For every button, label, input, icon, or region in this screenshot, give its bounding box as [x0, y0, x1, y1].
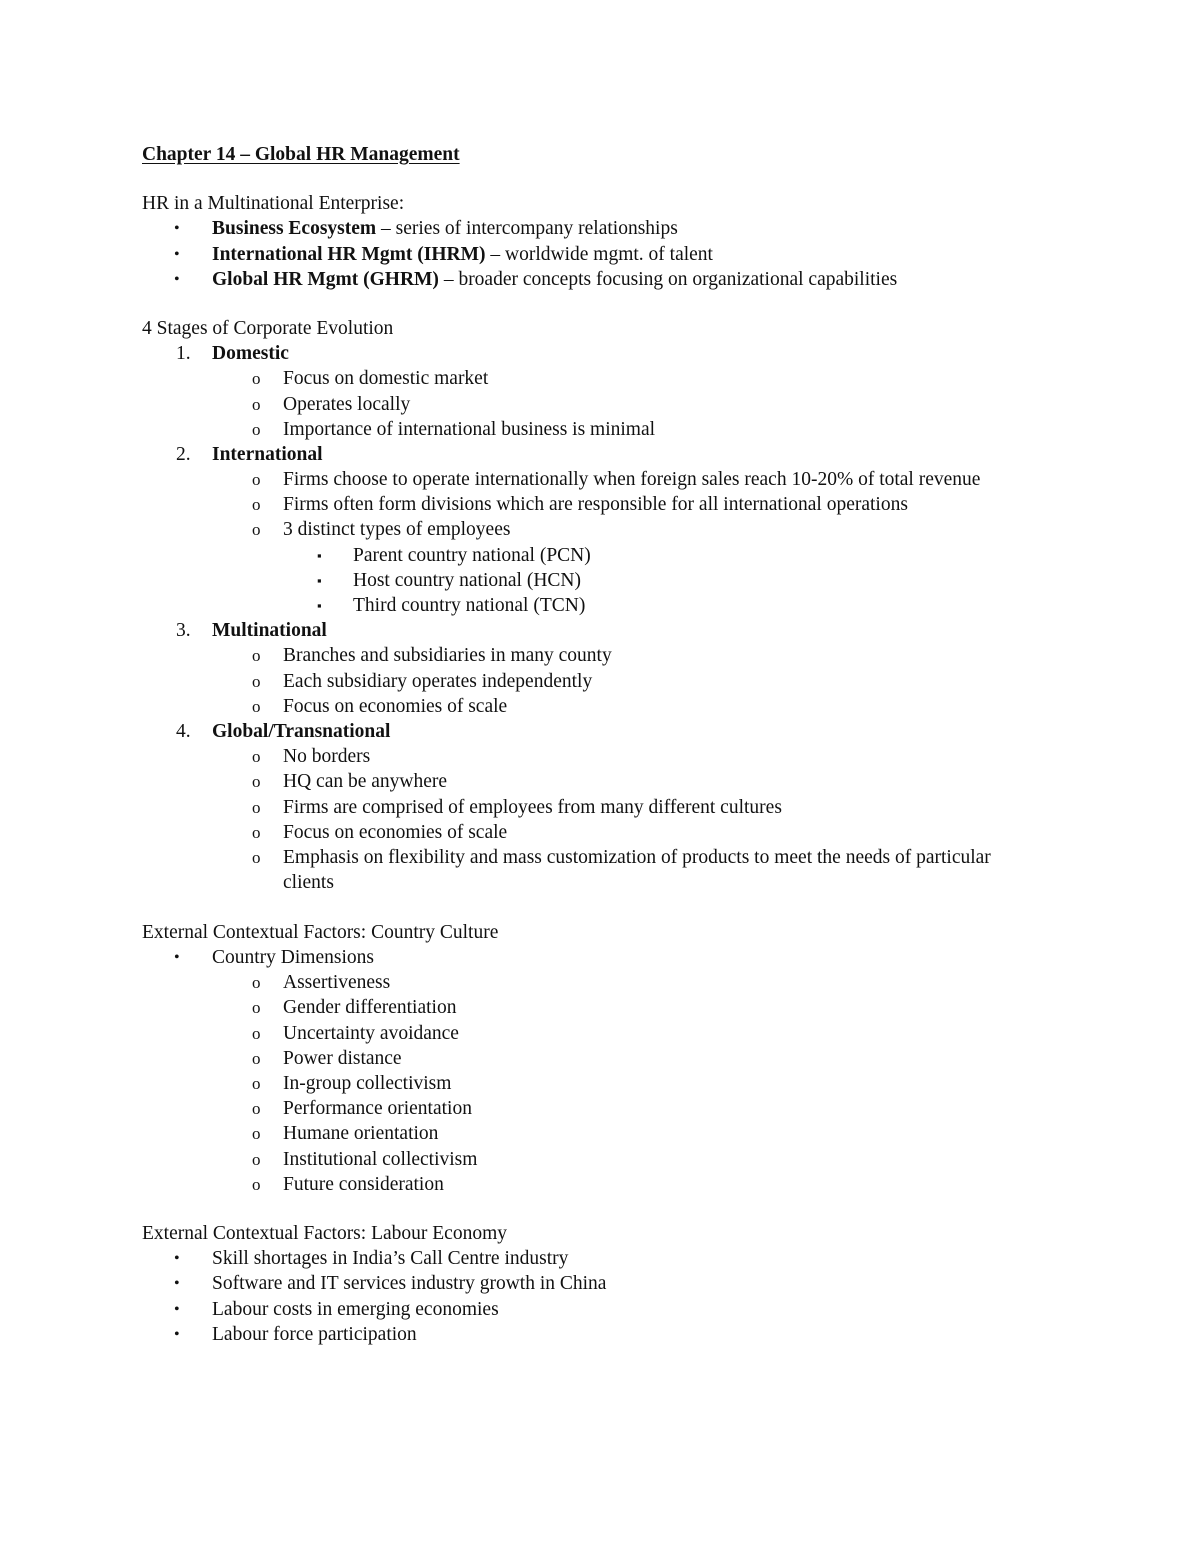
stage-item	[142, 618, 1122, 643]
circle-bullet-icon: o	[252, 470, 261, 490]
dimension-text: Power distance	[283, 1047, 402, 1069]
document-page	[142, 142, 1122, 1347]
spacer	[142, 167, 1122, 191]
list-item	[142, 769, 1122, 794]
bullet-icon: •	[174, 220, 180, 238]
spacer	[142, 292, 1122, 316]
list-item	[142, 543, 1122, 568]
separator: –	[438, 268, 459, 290]
document-title: Chapter 14 – Global HR Management	[142, 144, 460, 165]
circle-bullet-icon: o	[252, 520, 261, 540]
list-item	[142, 593, 1122, 618]
dimension-text: Assertiveness	[283, 972, 391, 994]
point-text: HQ can be anywhere	[283, 771, 448, 793]
list-item	[142, 1046, 1122, 1071]
separator: –	[485, 243, 506, 265]
list-item	[142, 417, 1122, 442]
circle-bullet-icon: o	[252, 369, 261, 389]
list-item	[142, 945, 1122, 970]
circle-bullet-icon: o	[252, 1149, 261, 1169]
square-bullet-icon: ▪	[317, 572, 322, 588]
circle-bullet-icon: o	[252, 1074, 261, 1093]
hr-section-heading: HR in a Multinational Enterprise:	[142, 193, 405, 215]
circle-bullet-icon: o	[252, 772, 261, 792]
dimension-text: Humane orientation	[283, 1123, 439, 1145]
point-text: Firms choose to operate internationally when foreign sales reach 10-20% of total revenue	[283, 469, 981, 491]
labour-section-heading: External Contextual Factors: Labour Economy	[142, 1222, 507, 1244]
point-text: 3 distinct types of employees	[283, 519, 511, 541]
point-text: Operates locally	[283, 393, 411, 415]
list-item	[142, 643, 1122, 668]
circle-bullet-icon: o	[252, 671, 261, 691]
bullet-icon: •	[174, 1325, 180, 1343]
point-text: Firms often form divisions which are responsible for all international operations	[283, 494, 908, 516]
circle-bullet-icon: o	[252, 495, 261, 515]
circle-bullet-icon: o	[252, 973, 261, 993]
stages-section-heading: 4 Stages of Corporate Evolution	[142, 317, 394, 339]
bullet-icon: •	[174, 1275, 180, 1293]
separator: –	[376, 218, 396, 240]
point-text: Branches and subsidiaries in many county	[283, 645, 612, 667]
spacer	[142, 1197, 1122, 1221]
point-text: Each subsidiary operates independently	[283, 670, 593, 692]
point-text: No borders	[283, 746, 371, 768]
list-item	[142, 1071, 1122, 1096]
list-item	[142, 517, 1122, 542]
employee-type-text: Host country national (HCN)	[353, 569, 582, 591]
circle-bullet-icon: o	[252, 1023, 261, 1043]
circle-bullet-icon: o	[252, 394, 261, 414]
stage-number: 2.	[176, 443, 191, 465]
square-bullet-icon: ▪	[317, 547, 322, 563]
circle-bullet-icon: o	[252, 797, 261, 817]
labour-item-text: Software and IT services industry growth in China	[212, 1273, 607, 1295]
dimension-text: Future consideration	[283, 1173, 444, 1195]
list-item	[142, 694, 1122, 719]
circle-bullet-icon: o	[252, 646, 261, 666]
document-title-line	[142, 142, 1122, 167]
circle-bullet-icon: o	[252, 419, 261, 439]
list-item	[142, 366, 1122, 391]
definition: series of intercompany relationships	[395, 218, 678, 240]
list-item	[142, 1096, 1122, 1121]
stage-item	[142, 442, 1122, 467]
list-item	[142, 467, 1122, 492]
list-item	[142, 1121, 1122, 1146]
list-item	[142, 1172, 1122, 1197]
point-text: Focus on economies of scale	[283, 821, 508, 843]
list-item	[142, 568, 1122, 593]
dimension-text: Institutional collectivism	[283, 1148, 478, 1170]
stage-number: 4.	[176, 720, 191, 742]
list-item	[142, 1297, 1122, 1322]
list-item	[142, 492, 1122, 517]
list-item	[142, 744, 1122, 769]
culture-section-heading: External Contextual Factors: Country Culture	[142, 921, 499, 943]
list-item	[142, 1147, 1122, 1172]
list-item	[142, 970, 1122, 995]
square-bullet-icon: ▪	[317, 598, 322, 613]
labour-item-text: Labour costs in emerging economies	[212, 1298, 499, 1320]
circle-bullet-icon: o	[252, 1174, 261, 1194]
point-text: Importance of international business is minimal	[283, 418, 656, 440]
circle-bullet-icon: o	[252, 822, 261, 842]
country-dimensions-label: Country Dimensions	[212, 947, 374, 969]
point-text: Firms are comprised of employees from many different cultures	[283, 796, 782, 818]
definition: broader concepts focusing on organizational capabilities	[458, 268, 898, 290]
point-text: Emphasis on flexibility and mass customization of products to meet the needs of particular clients	[283, 846, 991, 894]
circle-bullet-icon: o	[252, 696, 261, 716]
circle-bullet-icon: o	[252, 1099, 261, 1119]
stage-number: 3.	[176, 620, 191, 642]
stage-name: Multinational	[212, 620, 327, 642]
list-item	[142, 392, 1122, 417]
labour-item-text: Labour force participation	[212, 1323, 417, 1345]
point-text: Focus on domestic market	[283, 368, 489, 390]
stage-name: International	[212, 443, 323, 465]
stage-name: Domestic	[212, 343, 289, 365]
bullet-icon: •	[174, 245, 180, 263]
circle-bullet-icon: o	[252, 998, 261, 1018]
stage-item	[142, 719, 1122, 744]
bullet-icon: •	[174, 949, 180, 967]
list-item	[142, 795, 1122, 820]
term: Business Ecosystem	[212, 218, 377, 240]
list-item	[142, 1271, 1122, 1296]
circle-bullet-icon: o	[252, 1124, 261, 1144]
dimension-text: Uncertainty avoidance	[283, 1022, 459, 1044]
bullet-icon: •	[174, 1250, 180, 1268]
term: International HR Mgmt (IHRM)	[212, 243, 486, 265]
dimension-text: Performance orientation	[283, 1098, 472, 1120]
list-item	[142, 669, 1122, 694]
definition: worldwide mgmt. of talent	[505, 243, 713, 265]
dimension-text: Gender differentiation	[283, 997, 457, 1019]
stage-item	[142, 341, 1122, 366]
list-item	[142, 995, 1122, 1020]
list-item	[142, 267, 1122, 292]
circle-bullet-icon: o	[252, 747, 261, 767]
circle-bullet-icon: o	[252, 1048, 261, 1068]
stage-number: 1.	[176, 343, 191, 365]
point-text: Focus on economies of scale	[283, 695, 508, 717]
employee-type-text: Third country national (TCN)	[353, 595, 586, 616]
circle-bullet-icon: o	[252, 847, 261, 867]
bullet-icon: •	[174, 270, 180, 288]
list-item	[142, 216, 1122, 241]
list-item	[142, 820, 1122, 845]
list-item	[142, 1246, 1122, 1271]
employee-type-text: Parent country national (PCN)	[353, 544, 591, 566]
labour-item-text: Skill shortages in India’s Call Centre industry	[212, 1248, 569, 1270]
stage-name: Global/Transnational	[212, 720, 391, 742]
term: Global HR Mgmt (GHRM)	[212, 268, 439, 290]
list-item	[142, 845, 1122, 896]
list-item	[142, 1322, 1122, 1347]
spacer	[142, 896, 1122, 920]
list-item	[142, 242, 1122, 267]
bullet-icon: •	[174, 1300, 180, 1318]
list-item	[142, 1021, 1122, 1046]
dimension-text: In-group collectivism	[283, 1073, 452, 1094]
